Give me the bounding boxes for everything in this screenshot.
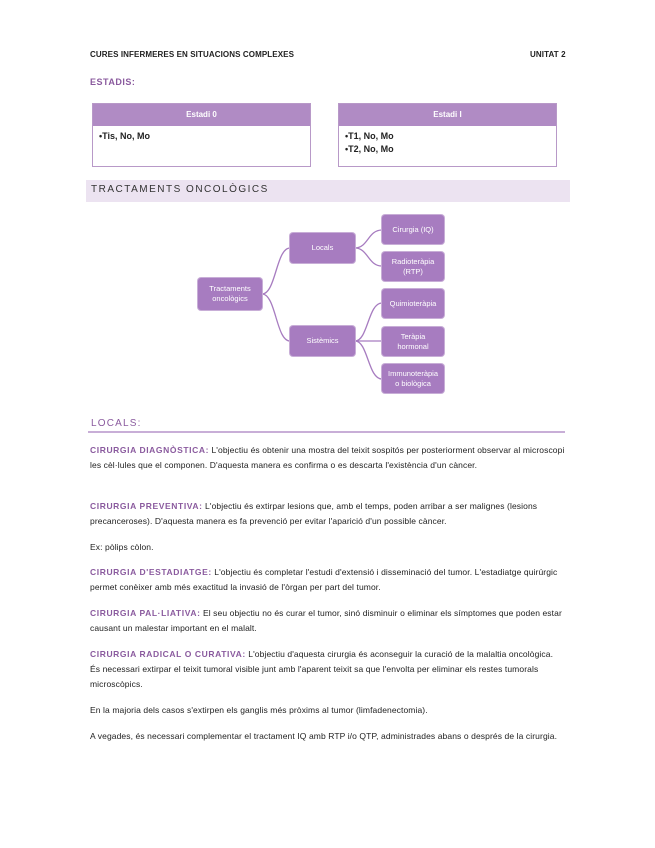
paragraph-text: L'objectiu és obtenir una mostra del teixit sospitós per posteriorment observar al microscopi les cèl·lules que el componen. D'aquesta manera es confirma o es descarta l'existència d'un càncer. bbox=[90, 445, 565, 470]
diagram-node-immunoterapia: Immunoteràpia o biològica bbox=[382, 364, 444, 393]
stage-box-1-header: Estadi I bbox=[339, 104, 556, 126]
paragraph-cirurgia-radical bbox=[90, 647, 565, 692]
paragraph-text: L'objectiu és completar l'estudi d'extensió i disseminació del tumor. L'estadiatge quirúrgic permet conèixer amb més exactitud la invasió de l'òrgan per part del tumor. bbox=[90, 567, 558, 592]
paragraph-text: El seu objectiu no és curar el tumor, sinó disminuir o eliminar els símptomes que poden estar causant un malestar important en el malalt. bbox=[90, 608, 562, 633]
diagram-node-root: Tractaments oncològics bbox=[198, 278, 262, 310]
stage-item: •T2, No, Mo bbox=[345, 144, 394, 154]
stages-title: ESTADIS: bbox=[90, 77, 136, 87]
stage-item: •Tis, No, Mo bbox=[99, 131, 150, 141]
diagram-node-sistemics: Sistèmics bbox=[290, 326, 355, 356]
paragraph-ganglis bbox=[90, 703, 565, 718]
paragraph-keyword: CIRURGIA PREVENTIVA: bbox=[90, 501, 203, 511]
treatments-title: TRACTAMENTS ONCOLÒGICS bbox=[91, 184, 269, 195]
paragraph-keyword: CIRURGIA D'ESTADIATGE: bbox=[90, 567, 212, 577]
running-header-title: CURES INFERMERES EN SITUACIONS COMPLEXES bbox=[90, 50, 295, 59]
running-header-unit: UNITAT 2 bbox=[530, 50, 566, 59]
paragraph-keyword: CIRURGIA RADICAL O CURATIVA: bbox=[90, 649, 246, 659]
paragraph-example bbox=[90, 540, 565, 555]
paragraph-text: Ex: pòlips còlon. bbox=[90, 542, 154, 552]
paragraph-cirurgia-diagnostica bbox=[90, 443, 565, 473]
stage-item: •T1, No, Mo bbox=[345, 131, 394, 141]
paragraph-keyword: CIRURGIA DIAGNÒSTICA: bbox=[90, 445, 210, 455]
paragraph-cirurgia-palliativa bbox=[90, 606, 565, 636]
paragraph-text: L'objectiu d'aquesta cirurgia és aconseguir la curació de la malaltia oncològica. És necessari extirpar el teixit tumoral visible junt amb l'aparent teixit sa que l'envolta per eliminar els restes tumorals microscòpics. bbox=[90, 649, 554, 689]
locals-divider bbox=[88, 431, 565, 433]
diagram-node-radioterapia: Radioteràpia (RTP) bbox=[382, 252, 444, 281]
paragraph-text: En la majoria dels casos s'extirpen els ganglis més pròxims al tumor (limfadenectomia). bbox=[90, 705, 428, 715]
diagram-node-cirurgia: Cirurgia (IQ) bbox=[382, 215, 444, 244]
paragraph-keyword: CIRURGIA PAL·LIATIVA: bbox=[90, 608, 201, 618]
paragraph-text: L'objectiu és extirpar lesions que, amb el temps, poden arribar a ser malignes (lesions precanceroses). D'aquesta manera es fa prevenció per evitar l'aparició d'un possible càncer. bbox=[90, 501, 538, 526]
diagram-node-locals: Locals bbox=[290, 233, 355, 263]
diagram-node-terapia-hormonal: Teràpia hormonal bbox=[382, 327, 444, 356]
stage-box-0-header: Estadi 0 bbox=[93, 104, 310, 126]
diagram-node-quimioterapia: Quimioteràpia bbox=[382, 289, 444, 318]
paragraph-complement bbox=[90, 729, 565, 744]
paragraph-text: A vegades, és necessari complementar el tractament IQ amb RTP i/o QTP, administrades abans o després de la cirurgia. bbox=[90, 731, 558, 741]
paragraph-cirurgia-preventiva bbox=[90, 499, 565, 529]
paragraph-cirurgia-estadiatge bbox=[90, 565, 565, 595]
locals-title: LOCALS: bbox=[91, 418, 142, 429]
